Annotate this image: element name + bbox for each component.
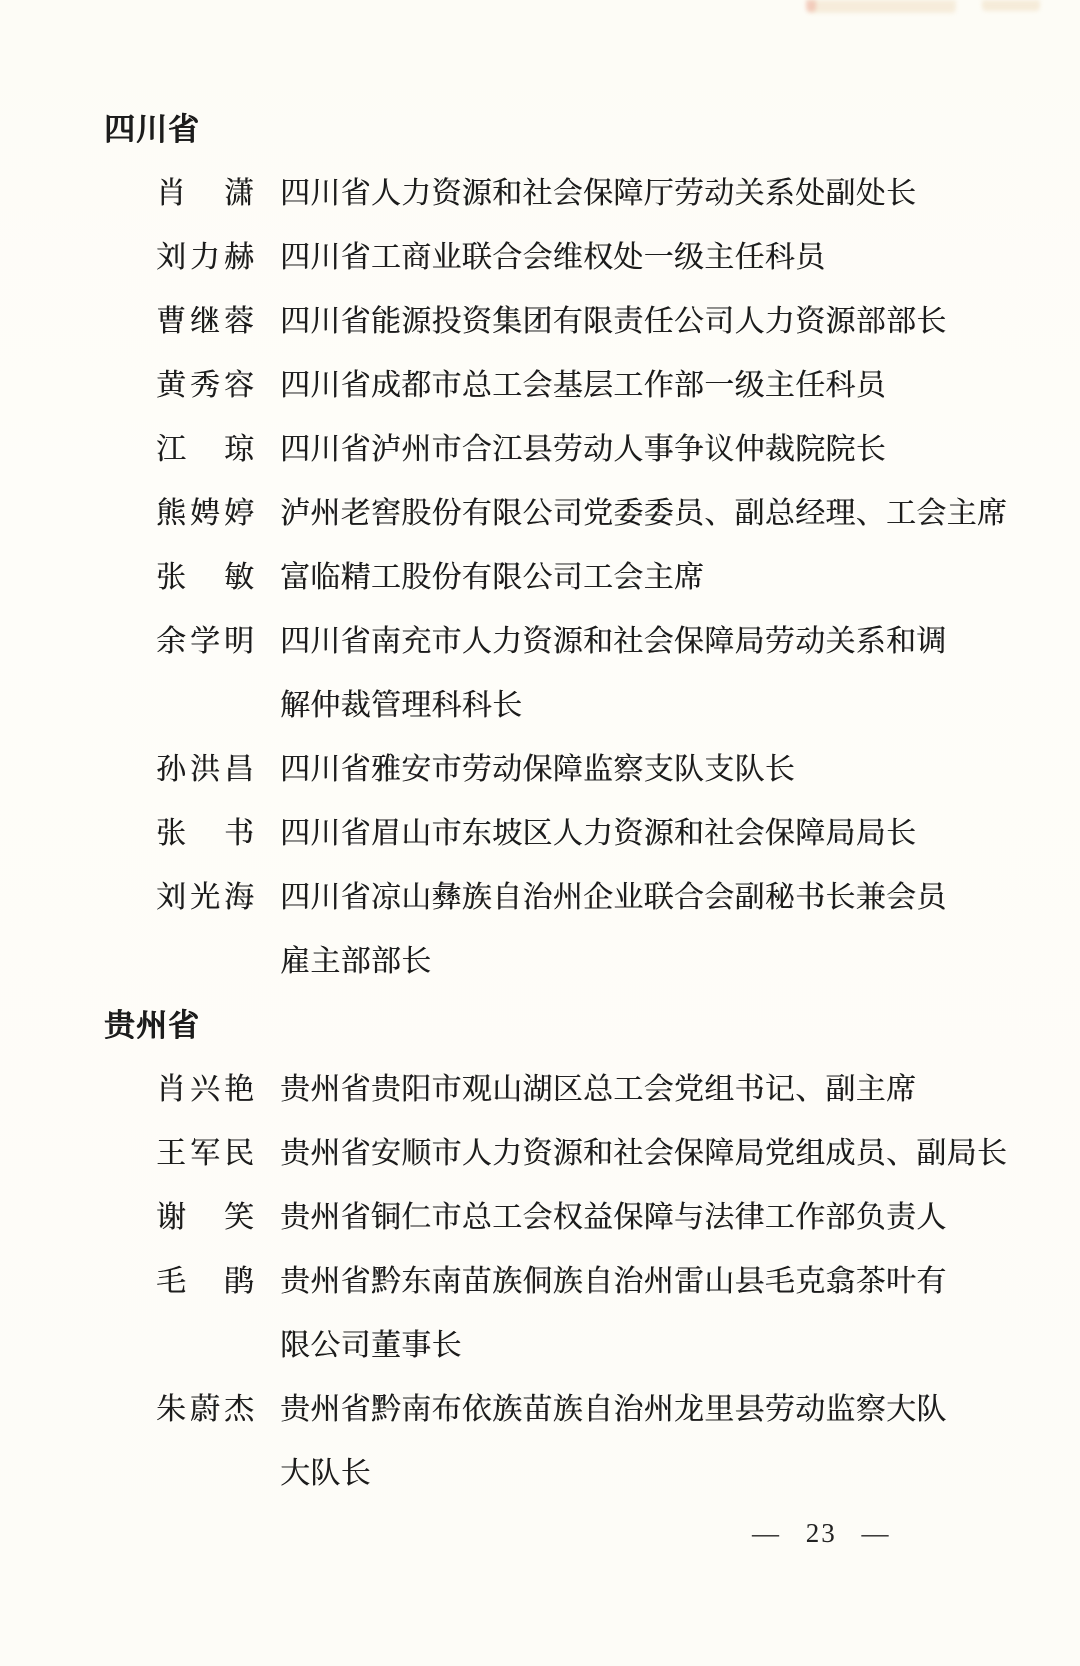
entry-name: 刘光海 <box>156 881 254 914</box>
entry-position <box>280 738 795 802</box>
position-line: 雇主部部长 <box>280 945 432 978</box>
stamp-remnant-left <box>808 0 956 13</box>
award-entry <box>0 226 1080 290</box>
position-line: 泸州老窖股份有限公司党委委员、副总经理、工会主席 <box>280 497 1008 530</box>
entry-name: 曹继蓉 <box>156 305 254 338</box>
entry-name: 朱蔚杰 <box>156 1393 254 1426</box>
position-line: 四川省工商业联合会维权处一级主任科员 <box>280 241 826 274</box>
entry-name: 张书 <box>156 817 254 850</box>
position-line: 四川省雅安市劳动保障监察支队支队长 <box>280 753 796 786</box>
award-entry <box>0 738 1080 802</box>
position-line: 四川省成都市总工会基层工作部一级主任科员 <box>280 369 886 402</box>
award-entry <box>0 1378 1080 1506</box>
entry-position <box>280 1186 947 1250</box>
entry-name: 肖兴艳 <box>156 1073 254 1106</box>
page-number: — 23 — <box>752 1518 891 1548</box>
entry-name: 余学明 <box>156 625 254 658</box>
position-line: 解仲裁管理科科长 <box>280 689 523 722</box>
province-header-sichuan: 四川省 <box>104 112 200 147</box>
position-line: 四川省凉山彝族自治州企业联合会副秘书长兼会员 <box>280 881 947 914</box>
entry-position <box>280 546 704 610</box>
entry-position <box>280 290 947 354</box>
entry-name: 江琼 <box>156 433 254 466</box>
position-line: 四川省能源投资集团有限责任公司人力资源部部长 <box>280 305 947 338</box>
award-entry <box>0 866 1080 994</box>
position-line: 四川省南充市人力资源和社会保障局劳动关系和调 <box>280 625 947 658</box>
entry-name: 张敏 <box>156 561 254 594</box>
entry-name: 熊娉婷 <box>156 497 254 530</box>
entry-name: 刘力赫 <box>156 241 254 274</box>
position-line: 贵州省安顺市人力资源和社会保障局党组成员、副局长 <box>280 1137 1008 1170</box>
position-line: 贵州省贵阳市观山湖区总工会党组书记、副主席 <box>280 1073 917 1106</box>
entry-name: 王军民 <box>156 1137 254 1170</box>
entry-position <box>280 1250 947 1378</box>
position-line: 限公司董事长 <box>280 1329 462 1362</box>
entry-name: 肖潇 <box>156 177 254 210</box>
entry-position <box>280 1378 947 1506</box>
award-entry <box>0 162 1080 226</box>
stamp-remnant-right <box>982 0 1040 11</box>
entry-position <box>280 482 1007 546</box>
award-entry <box>0 1058 1080 1122</box>
award-entry <box>0 482 1080 546</box>
award-entry <box>0 1250 1080 1378</box>
position-line: 贵州省铜仁市总工会权益保障与法律工作部负责人 <box>280 1201 947 1234</box>
entry-position <box>280 354 886 418</box>
award-entry <box>0 1186 1080 1250</box>
award-entry <box>0 546 1080 610</box>
entry-position <box>280 866 947 994</box>
position-line: 贵州省黔南布依族苗族自治州龙里县劳动监察大队 <box>280 1393 947 1426</box>
position-line: 贵州省黔东南苗族侗族自治州雷山县毛克翕茶叶有 <box>280 1265 947 1298</box>
award-entry <box>0 1122 1080 1186</box>
entry-name: 谢笑 <box>156 1201 254 1234</box>
entry-position <box>280 418 886 482</box>
position-line: 四川省眉山市东坡区人力资源和社会保障局局长 <box>280 817 917 850</box>
position-line: 四川省泸州市合江县劳动人事争议仲裁院院长 <box>280 433 886 466</box>
award-entry <box>0 354 1080 418</box>
stamp-remnant-pink-mark <box>806 0 816 12</box>
position-line: 大队长 <box>280 1457 371 1490</box>
award-entry <box>0 610 1080 738</box>
position-line: 四川省人力资源和社会保障厅劳动关系处副处长 <box>280 177 917 210</box>
position-line: 富临精工股份有限公司工会主席 <box>280 561 705 594</box>
award-entry <box>0 290 1080 354</box>
entry-name: 孙洪昌 <box>156 753 254 786</box>
entry-position <box>280 226 825 290</box>
entry-name: 毛鹃 <box>156 1265 254 1298</box>
award-entry <box>0 418 1080 482</box>
province-header-guizhou: 贵州省 <box>104 1008 200 1043</box>
entry-name: 黄秀容 <box>156 369 254 402</box>
entry-position <box>280 162 916 226</box>
award-entry <box>0 802 1080 866</box>
entry-position <box>280 1058 916 1122</box>
entry-position <box>280 610 947 738</box>
entry-position <box>280 1122 1007 1186</box>
entry-position <box>280 802 916 866</box>
